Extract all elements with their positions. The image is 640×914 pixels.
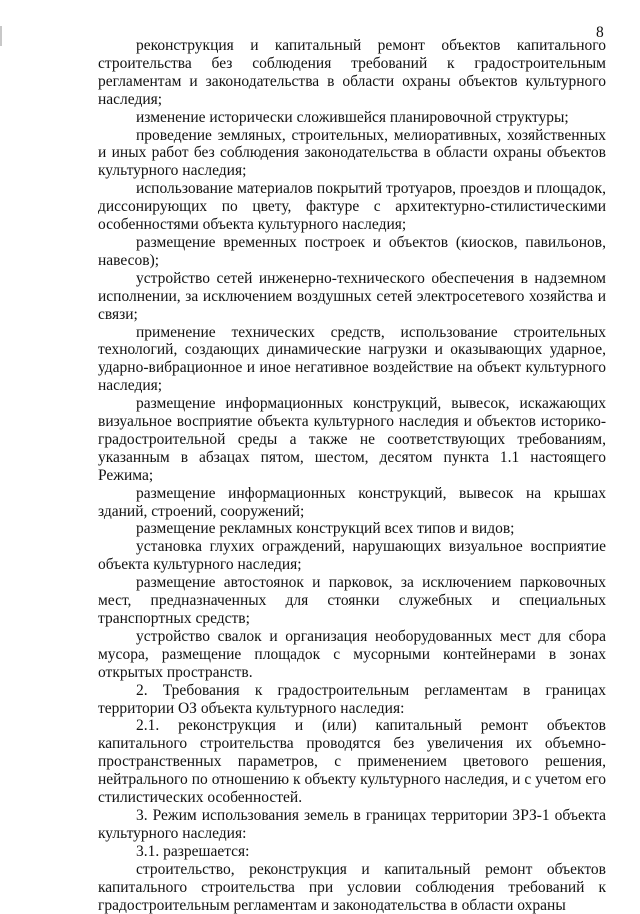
document-body [98,37,606,914]
section-heading-paragraph: 2. Требования к градостроительным регламентам в границах территории ОЗ объекта культурного наследия: [98,681,606,717]
paragraph: размещение информационных конструкций, вывесок на крышах зданий, строений, сооружений; [98,484,606,520]
paragraph: размещение временных построек и объектов (киосков, павильонов, навесов); [98,233,606,269]
scan-edge-mark [0,26,2,46]
paragraph: устройство сетей инженерно-технического обеспечения в надземном исполнении, за исключением воздушных сетей электросетевого хозяйства и связи; [98,269,606,323]
paragraph: строительство, реконструкция и капитальный ремонт объектов капитального строительства при условии соблюдения требований к градостроительным регламентам и законодательства в области охраны [98,860,606,914]
paragraph: 3.1. разрешается: [136,842,250,860]
page-number: 8 [596,24,604,41]
paragraph: использование материалов покрытий тротуаров, проездов и площадок, диссонирующих по цвету, фактуре с архитектурно-стилистическими особенностями объекта культурного наследия; [98,180,606,234]
paragraph: проведение земляных, строительных, мелиоративных, хозяйственных и иных работ без соблюдения законодательства в области охраны объектов культурного наследия; [98,126,606,180]
paragraph: размещение информационных конструкций, вывесок, искажающих визуальное восприятие объекта культурного наследия и объектов историко-градостроительной среды а также не соответствующих требованиям, указанным в абзацах пятом, шестом, десятом пункта 1.1 настоящего Режима; [98,395,606,484]
paragraph: размещение автостоянок и парковок, за исключением парковочных мест, предназначенных для стоянки служебных и специальных транспортных средств; [98,574,606,627]
section-heading-paragraph: 3. Режим использования земель в границах территории ЗРЗ-1 объекта культурного наследия: [98,806,606,842]
paragraph: размещение рекламных конструкций всех типов и видов; [136,520,515,538]
paragraph: изменение исторически сложившейся планировочной структуры; [136,108,569,126]
paragraph: применение технических средств, использование строительных технологий, создающих динамические нагрузки и оказывающих ударное, ударно-вибрационное и иное негативное воздействие на объект культурного наследия; [98,323,606,395]
paragraph: установка глухих ограждений, нарушающих визуальное восприятие объекта культурного наследия; [98,538,606,574]
paragraph: устройство свалок и организация необорудованных мест для сбора мусора, размещение площадок с мусорными контейнерами в зонах открытых пространств. [98,627,606,681]
paragraph: реконструкция и капитальный ремонт объектов капитального строительства без соблюдения требований к градостроительным регламентам и законодательства в области охраны объектов культурного наследия; [98,37,606,108]
paragraph: 2.1. реконструкция и (или) капитальный ремонт объектов капитального строительства проводятся без увеличения их объемно-пространственных параметров, с применением цветового решения, нейтрального по отношению к объекту культурного наследия, и с учетом его стилистических особенностей. [98,717,606,807]
